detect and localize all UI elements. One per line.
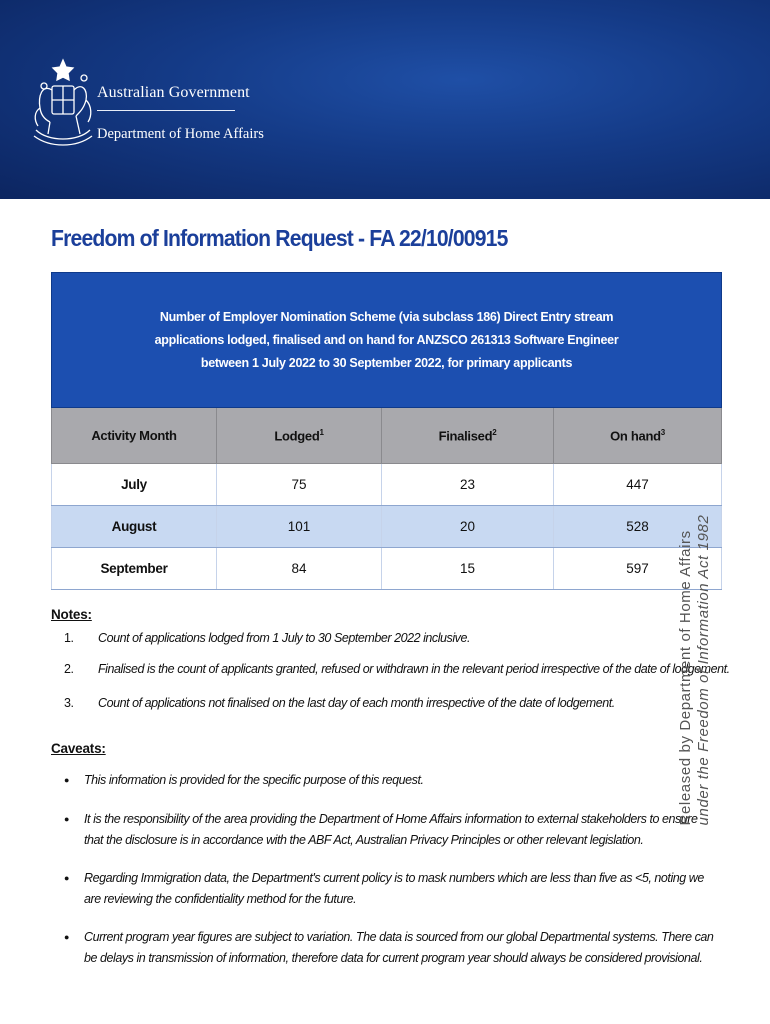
stamp-line: Released by Department of Home Affairs <box>677 530 694 826</box>
footnote-marker: 2 <box>492 427 497 437</box>
table-caption-line: Number of Employer Nomination Scheme (via subclass 186) Direct Entry stream <box>159 309 614 324</box>
header-banner <box>0 0 770 199</box>
caveat-text: It is the responsibility of the area providing the Department of Home Affairs information to external stakeholders to ensure that the disclosure is in accordance with the ABF Act, Australian Privacy Principles or other relevant legislation. <box>84 812 698 847</box>
table-caption <box>52 273 722 408</box>
note-number: 1. <box>64 631 74 645</box>
cell-month: September <box>52 548 217 590</box>
header-divider <box>97 110 235 111</box>
footnote-marker: 1 <box>319 427 324 437</box>
cell-lodged: 84 <box>217 548 382 590</box>
bullet-icon: ● <box>64 873 69 883</box>
table-header-row <box>52 408 722 464</box>
note-text: Count of applications lodged from 1 July to 30 September 2022 inclusive. <box>98 631 471 645</box>
bullet-icon: ● <box>64 814 69 824</box>
footnote-marker: 3 <box>660 427 665 437</box>
bullet-icon: ● <box>64 775 69 785</box>
government-name: Australian Government <box>97 84 250 101</box>
note-number: 2. <box>64 662 74 676</box>
cell-finalised: 23 <box>382 464 554 506</box>
cell-lodged: 101 <box>217 506 382 548</box>
caveat-text: Regarding Immigration data, the Department's current policy is to mask numbers which are less than five as <5, noting we are reviewing the confidentiality method for the future. <box>84 871 704 906</box>
caveat-text: This information is provided for the specific purpose of this request. <box>84 773 424 787</box>
stamp-line: under the Freedom of Information Act 1982 <box>695 514 712 826</box>
note-number: 3. <box>64 696 74 710</box>
column-header-on-hand: On hand$^3$ <box>554 408 722 464</box>
table-caption-line: between 1 July 2022 to 30 September 2022, for primary applicants <box>200 355 573 370</box>
applications-table <box>51 272 722 590</box>
column-header-activity-month: Activity Month <box>52 408 217 464</box>
caveats-heading: Caveats: <box>51 741 106 756</box>
bullet-icon: ● <box>64 932 69 942</box>
caveat-item <box>64 927 714 969</box>
caveat-item <box>64 809 714 851</box>
cell-lodged: 75 <box>217 464 382 506</box>
table-row <box>52 464 722 506</box>
table-row <box>52 506 722 548</box>
caveat-item <box>64 868 714 910</box>
caveat-item <box>64 770 714 791</box>
note-text: Count of applications not finalised on the last day of each month irrespective of the date of lodgement. <box>98 696 615 710</box>
foi-release-stamp <box>672 500 718 840</box>
cell-finalised: 20 <box>382 506 554 548</box>
cell-on-hand: 447 <box>554 464 722 506</box>
cell-finalised: 15 <box>382 548 554 590</box>
cell-on-hand: 597 <box>554 548 722 590</box>
page-title: Freedom of Information Request - FA 22/10/00915 <box>51 225 508 251</box>
column-header-lodged: Lodged$^1$ <box>217 408 382 464</box>
caveat-text: Current program year figures are subject to variation. The data is sourced from our global Departmental systems. There can be delays in transmission of information, therefore data for current program year should always be considered provisional. <box>84 930 714 965</box>
column-header-finalised: Finalised$^2$ <box>382 408 554 464</box>
department-name: Department of Home Affairs <box>97 126 264 142</box>
note-text: Finalised is the count of applicants granted, refused or withdrawn in the relevant period irrespective of the date of lodgement. <box>98 662 730 676</box>
table-row <box>52 548 722 590</box>
cell-month: July <box>52 464 217 506</box>
cell-on-hand: 528 <box>554 506 722 548</box>
coat-of-arms-icon <box>28 56 98 148</box>
notes-heading: Notes: <box>51 607 92 622</box>
cell-month: August <box>52 506 217 548</box>
table-caption-line: applications lodged, finalised and on hand for ANZSCO 261313 Software Engineer <box>154 332 619 347</box>
